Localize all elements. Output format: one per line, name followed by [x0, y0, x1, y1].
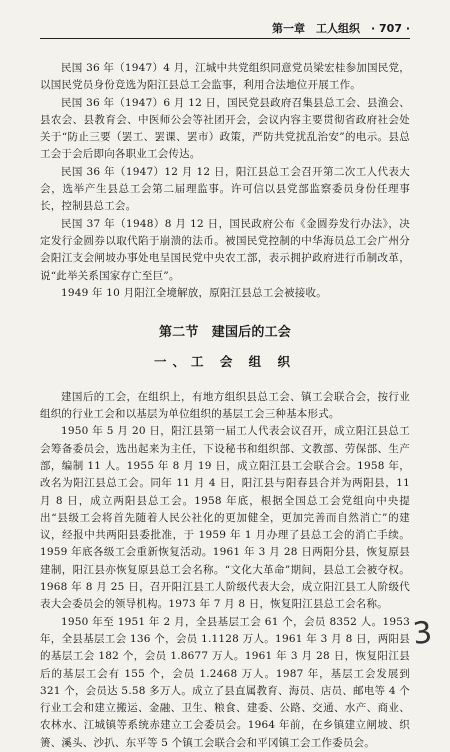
- paragraph: 民国 37 年（1948）8 月 12 日，国民政府公布《金圆券发行办法》，决定发行金圆券以取代陷于崩溃的法币。被国民党控制的中华海员总工会广州分会阳江支会闸坡办事处电呈国民党中央农工部，表示拥护政府进行币制改革，说“此举关系国家存亡至巨”。: [40, 217, 410, 282]
- paragraph: 民国 36 年（1947）12 月 12 日，阳江县总工会召开第二次工人代表大会，选举产生县总工会第二届理监事。许可信以县党部监察委员身份任理事长，控制县总工会。: [40, 165, 410, 213]
- paragraph: 建国后的工会，在组织上，有地方组织县总工会、镇工会联合会，按行业组织的行业工会和以基层为单位组织的基层工会三种基本形式。: [40, 390, 410, 421]
- paragraph: 1950 年至 1951 年 2 月，全县基层工会 61 个，会员 8352 人。1953 年，全县基层工会 136 个，会员 1.1128 万人。1961 年 3 月 8 日，两阳县的基层工会 182 个，会员 1.8677 万人。1961 年 3 月 28 日，恢复阳江县后的基层工会有 155 个，会员 1.2468 万人。1987 年，基层工会发展到 321 个，会员达 5.58 多万人。成立了县直属教育、海员、店员、邮电等 4 个行业工会和建立搬运、金融、卫生、粮食、建委、公路、交通、水产、商业、农林水、江城镇等系统赤建立工会委员会。1964 年前，在乡镇建立闸坡、织箦、溪头、沙扒、东平等 5 个镇工会联合会和平冈镇工会工作委员会。: [40, 615, 410, 749]
- paragraph: 1950 年 5 月 20 日，阳江县第一届工人代表会议召开，成立阳江县总工会筹备委员会，选出起来为主任，下设秘书和组织部、文教部、劳保部、生产部，编制 11 人。1955 年 8 月 19 日，成立阳江县工会联合会。1958 年，改名为阳江县总工会。同年 11 月 4 日，阳江县与阳春县合并为两阳县，11 月 8 日，成立两阳县总工会。1958 年底，根据全国总工会党组向中央提出“县级工会将首先随着人民公社化的更加健全，更加完善而自然消亡”的建议，经报中共两阳县委批准，于 1959 年 1 月办理了县总工会的消亡手续。1959 年底各级工会重新恢复活动。1961 年 3 月 28 日两阳分县，恢复原县建制，阳江县亦恢复原县总工会名称。“文化大革命”期间，县总工会被夺权。1968 年 8 月 25 日，召开阳江县工人阶级代表大会，成立阳江县工人阶级代表大会委员会的领导机构。1973 年 7 月 8 日，恢复阳江县总工会名称。: [40, 425, 410, 611]
- page-body: [40, 60, 410, 752]
- subsection-title: 一、工 会 组 织: [153, 354, 297, 370]
- section-title: 第二节 建国后的工会: [158, 325, 291, 341]
- running-head: [40, 16, 410, 39]
- handwritten-page-mark: 3: [411, 615, 434, 652]
- paragraph: 1949 年 10 月阳江全境解放，原阳江县总工会被接收。: [61, 286, 327, 299]
- paragraph: 民国 36 年（1947）4 月，江城中共党组织同意党员梁宏桂参加国民党，以国民党员身份竞选为阳江县总工会监事，利用合法地位开展工作。: [40, 62, 410, 92]
- paragraph: 民国 36 年（1947）6 月 12 日，国民党县政府召集县总工会、县渔会、县农会、县教育会、中医师公会等社团开会，会议内容主要贯彻省政府社会处关于“防止三要（罢工、罢课、罢市）政策，严防共党扰乱治安”的电示。县总工会于会后即向各职业工会传达。: [40, 96, 410, 161]
- running-head-text: 第一章 工人组织 · 707 ·: [272, 22, 410, 35]
